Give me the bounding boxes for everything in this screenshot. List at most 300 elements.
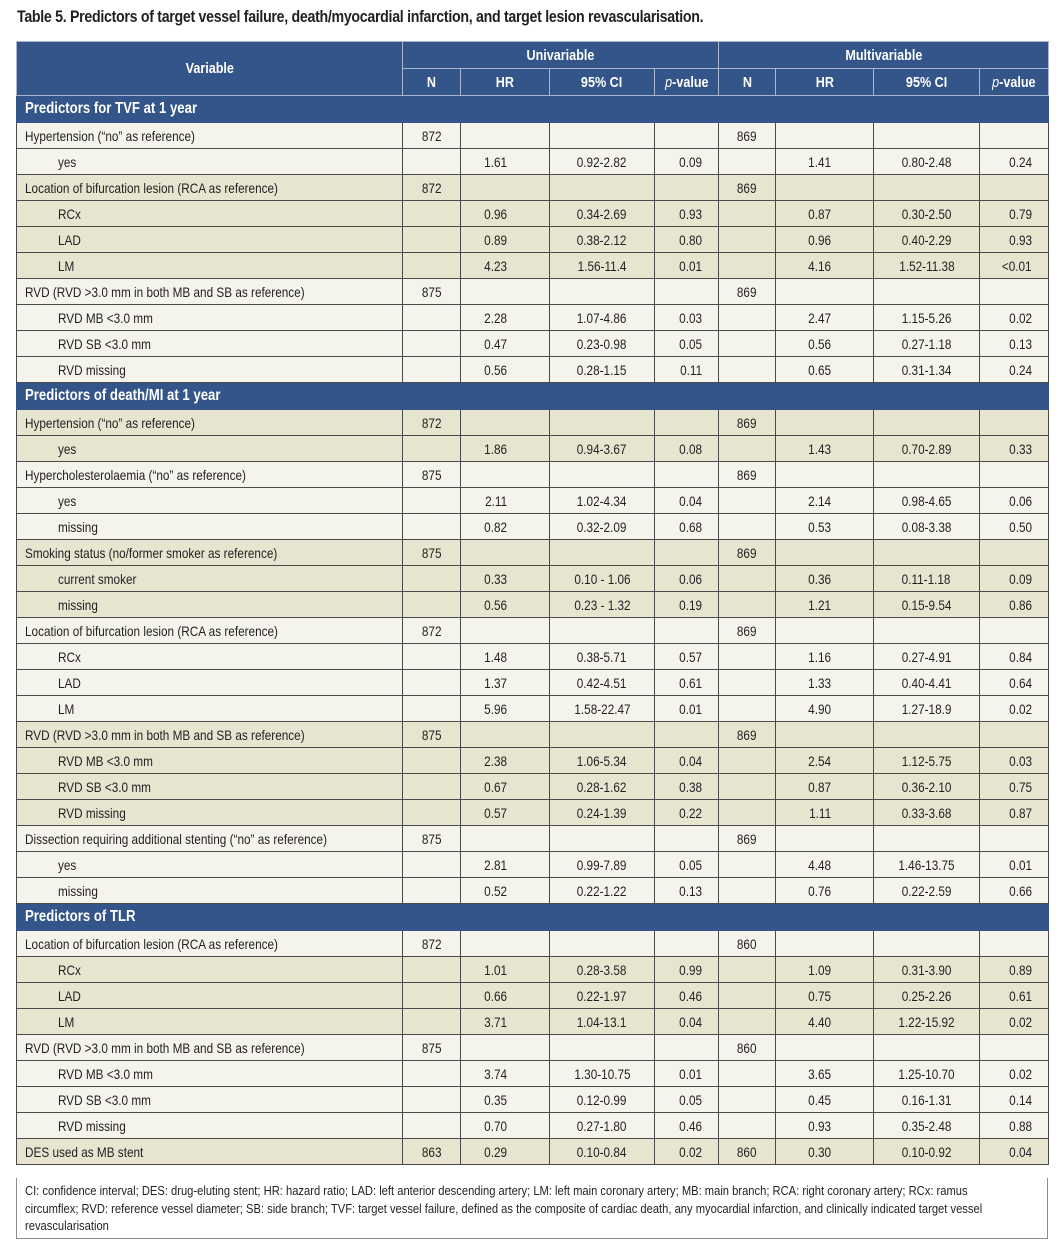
cell-multi-n: 869: [719, 722, 776, 748]
table-row: [17, 462, 1049, 488]
cell-multi-ci: [874, 826, 980, 852]
cell-uni-n: [403, 357, 461, 383]
cell-multi-n: [719, 1061, 776, 1087]
cell-multi-hr: [776, 722, 874, 748]
cell-uni-pvalue: [655, 123, 719, 149]
cell-multi-n: [719, 305, 776, 331]
cell-multi-pvalue: 0.61: [980, 983, 1049, 1009]
cell-uni-ci: [550, 722, 655, 748]
cell-multi-ci: 0.80-2.48: [874, 149, 980, 175]
table-row: [17, 514, 1049, 540]
header-uni-ci: 95% CI: [550, 69, 655, 96]
cell-uni-pvalue: [655, 410, 719, 436]
cell-uni-hr: 1.37: [461, 670, 550, 696]
cell-variable: Location of bifurcation lesion (RCA as reference): [17, 618, 403, 644]
cell-uni-hr: 0.33: [461, 566, 550, 592]
cell-multi-ci: [874, 175, 980, 201]
cell-variable: LM: [17, 1009, 403, 1035]
cell-multi-n: [719, 748, 776, 774]
cell-multi-n: [719, 201, 776, 227]
cell-variable: RCx: [17, 957, 403, 983]
cell-uni-ci: 0.23 - 1.32: [550, 592, 655, 618]
section-title: Predictors of TLR: [17, 904, 1049, 931]
cell-multi-hr: 0.93: [776, 1113, 874, 1139]
table-row: [17, 1139, 1049, 1165]
cell-variable: Location of bifurcation lesion (RCA as reference): [17, 931, 403, 957]
header-variable: Variable: [17, 42, 403, 96]
cell-uni-ci: 0.27-1.80: [550, 1113, 655, 1139]
cell-uni-pvalue: 0.04: [655, 1009, 719, 1035]
table-row: [17, 931, 1049, 957]
cell-uni-hr: 0.82: [461, 514, 550, 540]
cell-multi-ci: 0.30-2.50: [874, 201, 980, 227]
cell-uni-pvalue: 0.05: [655, 331, 719, 357]
cell-multi-pvalue: [980, 279, 1049, 305]
table-row: [17, 852, 1049, 878]
cell-uni-n: [403, 670, 461, 696]
cell-uni-n: [403, 748, 461, 774]
cell-multi-pvalue: 0.03: [980, 748, 1049, 774]
cell-multi-ci: 0.27-4.91: [874, 644, 980, 670]
cell-uni-n: 875: [403, 1035, 461, 1061]
cell-uni-ci: 0.38-5.71: [550, 644, 655, 670]
cell-multi-hr: [776, 462, 874, 488]
cell-multi-ci: 1.22-15.92: [874, 1009, 980, 1035]
table-footnote: CI: confidence interval; DES: drug-eluting stent; HR: hazard ratio; LAD: left anterior descending artery; LM: left main coronary artery; MB: main branch; RCA: right coronary artery; RCx: ramus circumflex; RVD: reference vessel diameter; SB: side branch; TVF: target vessel failure, defined as the composite of cardiac death, any myocardial infarction, and clinically indicated target vessel revascularisation: [16, 1178, 1048, 1239]
table-row: [17, 357, 1049, 383]
cell-multi-pvalue: 0.79: [980, 201, 1049, 227]
table-row: [17, 566, 1049, 592]
cell-uni-n: 872: [403, 175, 461, 201]
cell-uni-pvalue: 0.06: [655, 566, 719, 592]
cell-multi-pvalue: 0.04: [980, 1139, 1049, 1165]
table-row: [17, 957, 1049, 983]
cell-uni-n: [403, 514, 461, 540]
cell-multi-hr: [776, 826, 874, 852]
cell-uni-pvalue: 0.01: [655, 253, 719, 279]
cell-uni-ci: 0.10-0.84: [550, 1139, 655, 1165]
cell-multi-pvalue: 0.24: [980, 149, 1049, 175]
cell-multi-hr: [776, 618, 874, 644]
cell-multi-n: 860: [719, 931, 776, 957]
cell-multi-n: [719, 774, 776, 800]
cell-multi-n: [719, 488, 776, 514]
cell-multi-n: [719, 852, 776, 878]
header-uni-pvalue: p-value: [655, 69, 719, 96]
cell-uni-pvalue: 0.13: [655, 878, 719, 904]
cell-multi-n: [719, 670, 776, 696]
table-row: [17, 644, 1049, 670]
table-row: [17, 149, 1049, 175]
cell-multi-pvalue: 0.84: [980, 644, 1049, 670]
cell-multi-ci: 1.12-5.75: [874, 748, 980, 774]
cell-uni-ci: [550, 540, 655, 566]
cell-uni-hr: [461, 618, 550, 644]
table-row: [17, 227, 1049, 253]
cell-variable: RVD MB <3.0 mm: [17, 305, 403, 331]
cell-uni-ci: [550, 410, 655, 436]
cell-multi-pvalue: [980, 826, 1049, 852]
cell-multi-hr: 4.48: [776, 852, 874, 878]
cell-multi-pvalue: [980, 462, 1049, 488]
cell-multi-pvalue: 0.33: [980, 436, 1049, 462]
cell-uni-n: 875: [403, 279, 461, 305]
cell-multi-ci: 0.08-3.38: [874, 514, 980, 540]
cell-uni-ci: 0.28-1.62: [550, 774, 655, 800]
cell-uni-pvalue: 0.38: [655, 774, 719, 800]
cell-uni-n: [403, 852, 461, 878]
cell-uni-hr: 3.74: [461, 1061, 550, 1087]
cell-multi-ci: 1.25-10.70: [874, 1061, 980, 1087]
cell-multi-pvalue: 0.87: [980, 800, 1049, 826]
cell-uni-hr: 0.70: [461, 1113, 550, 1139]
cell-uni-hr: 3.71: [461, 1009, 550, 1035]
cell-multi-ci: 0.11-1.18: [874, 566, 980, 592]
table-row: [17, 696, 1049, 722]
cell-multi-hr: 0.53: [776, 514, 874, 540]
cell-variable: Location of bifurcation lesion (RCA as reference): [17, 175, 403, 201]
cell-uni-pvalue: 0.04: [655, 488, 719, 514]
cell-uni-hr: [461, 931, 550, 957]
cell-multi-pvalue: 0.09: [980, 566, 1049, 592]
cell-multi-n: [719, 514, 776, 540]
cell-uni-hr: 0.52: [461, 878, 550, 904]
cell-multi-ci: 1.46-13.75: [874, 852, 980, 878]
cell-uni-ci: 0.38-2.12: [550, 227, 655, 253]
cell-uni-pvalue: 0.99: [655, 957, 719, 983]
cell-variable: LM: [17, 696, 403, 722]
cell-multi-hr: 0.75: [776, 983, 874, 1009]
cell-multi-hr: 0.87: [776, 774, 874, 800]
cell-variable: RCx: [17, 644, 403, 670]
cell-uni-n: 872: [403, 410, 461, 436]
cell-multi-ci: 0.25-2.26: [874, 983, 980, 1009]
cell-multi-n: [719, 1113, 776, 1139]
cell-variable: Smoking status (no/former smoker as reference): [17, 540, 403, 566]
cell-multi-pvalue: 0.75: [980, 774, 1049, 800]
cell-multi-n: 860: [719, 1139, 776, 1165]
cell-uni-pvalue: 0.08: [655, 436, 719, 462]
cell-multi-hr: 0.30: [776, 1139, 874, 1165]
cell-multi-hr: 2.14: [776, 488, 874, 514]
cell-uni-n: [403, 488, 461, 514]
cell-variable: RCx: [17, 201, 403, 227]
cell-uni-pvalue: [655, 931, 719, 957]
header-uni-n: N: [403, 69, 461, 96]
cell-variable: DES used as MB stent: [17, 1139, 403, 1165]
header-multi-ci: 95% CI: [874, 69, 980, 96]
cell-uni-ci: [550, 1035, 655, 1061]
cell-multi-hr: 0.56: [776, 331, 874, 357]
cell-uni-n: [403, 878, 461, 904]
cell-uni-hr: 0.89: [461, 227, 550, 253]
table-row: [17, 436, 1049, 462]
table-row: [17, 253, 1049, 279]
cell-uni-hr: 0.56: [461, 592, 550, 618]
cell-multi-ci: 0.33-3.68: [874, 800, 980, 826]
cell-uni-pvalue: 0.46: [655, 1113, 719, 1139]
cell-uni-n: [403, 957, 461, 983]
cell-multi-ci: [874, 1035, 980, 1061]
cell-multi-n: [719, 331, 776, 357]
cell-uni-ci: [550, 175, 655, 201]
table-row: [17, 1009, 1049, 1035]
table-row: [17, 826, 1049, 852]
cell-multi-hr: 0.96: [776, 227, 874, 253]
table-row: [17, 1035, 1049, 1061]
cell-multi-n: 869: [719, 540, 776, 566]
cell-multi-ci: 0.36-2.10: [874, 774, 980, 800]
cell-variable: RVD MB <3.0 mm: [17, 748, 403, 774]
table-row: [17, 331, 1049, 357]
table-row: [17, 175, 1049, 201]
cell-multi-ci: 1.52-11.38: [874, 253, 980, 279]
cell-uni-hr: 0.57: [461, 800, 550, 826]
cell-multi-pvalue: 0.88: [980, 1113, 1049, 1139]
cell-uni-ci: 1.56-11.4: [550, 253, 655, 279]
cell-multi-ci: 0.22-2.59: [874, 878, 980, 904]
cell-multi-n: 869: [719, 123, 776, 149]
cell-multi-pvalue: 0.89: [980, 957, 1049, 983]
cell-variable: RVD missing: [17, 800, 403, 826]
table-row: [17, 279, 1049, 305]
cell-multi-ci: 0.27-1.18: [874, 331, 980, 357]
cell-multi-n: [719, 253, 776, 279]
cell-variable: LM: [17, 253, 403, 279]
table-body: [17, 96, 1049, 1165]
cell-multi-ci: 1.27-18.9: [874, 696, 980, 722]
cell-multi-n: 869: [719, 618, 776, 644]
cell-multi-hr: [776, 540, 874, 566]
cell-variable: Hypertension (“no” as reference): [17, 123, 403, 149]
cell-uni-hr: [461, 123, 550, 149]
cell-variable: missing: [17, 514, 403, 540]
cell-uni-n: [403, 800, 461, 826]
cell-multi-n: [719, 592, 776, 618]
cell-multi-pvalue: 0.06: [980, 488, 1049, 514]
cell-uni-hr: 2.11: [461, 488, 550, 514]
cell-multi-ci: 0.40-2.29: [874, 227, 980, 253]
cell-multi-n: [719, 644, 776, 670]
cell-multi-hr: 0.45: [776, 1087, 874, 1113]
cell-uni-hr: 1.48: [461, 644, 550, 670]
cell-multi-pvalue: 0.02: [980, 1061, 1049, 1087]
cell-uni-n: [403, 253, 461, 279]
cell-uni-pvalue: 0.19: [655, 592, 719, 618]
cell-variable: RVD missing: [17, 1113, 403, 1139]
cell-multi-ci: 1.15-5.26: [874, 305, 980, 331]
cell-uni-ci: 1.07-4.86: [550, 305, 655, 331]
cell-uni-hr: 2.81: [461, 852, 550, 878]
table-row: [17, 410, 1049, 436]
cell-multi-hr: 1.09: [776, 957, 874, 983]
cell-uni-pvalue: [655, 618, 719, 644]
header-uni-hr: HR: [461, 69, 550, 96]
cell-multi-hr: [776, 279, 874, 305]
cell-multi-pvalue: 0.50: [980, 514, 1049, 540]
cell-uni-n: [403, 592, 461, 618]
cell-multi-ci: [874, 618, 980, 644]
section-header-row: [17, 96, 1049, 123]
cell-multi-ci: 0.70-2.89: [874, 436, 980, 462]
cell-variable: RVD MB <3.0 mm: [17, 1061, 403, 1087]
cell-uni-pvalue: [655, 826, 719, 852]
cell-uni-pvalue: 0.01: [655, 1061, 719, 1087]
cell-variable: RVD SB <3.0 mm: [17, 331, 403, 357]
cell-multi-ci: 0.15-9.54: [874, 592, 980, 618]
cell-multi-hr: 3.65: [776, 1061, 874, 1087]
cell-uni-hr: [461, 462, 550, 488]
cell-uni-pvalue: 0.46: [655, 983, 719, 1009]
cell-multi-n: 869: [719, 279, 776, 305]
cell-multi-n: [719, 696, 776, 722]
cell-variable: RVD (RVD >3.0 mm in both MB and SB as reference): [17, 1035, 403, 1061]
cell-multi-pvalue: 0.01: [980, 852, 1049, 878]
cell-uni-n: 872: [403, 931, 461, 957]
cell-uni-ci: 0.24-1.39: [550, 800, 655, 826]
cell-uni-hr: [461, 279, 550, 305]
cell-uni-hr: [461, 540, 550, 566]
cell-uni-n: [403, 227, 461, 253]
table-row: [17, 800, 1049, 826]
cell-uni-pvalue: [655, 462, 719, 488]
cell-variable: current smoker: [17, 566, 403, 592]
cell-multi-pvalue: [980, 722, 1049, 748]
table-row: [17, 670, 1049, 696]
cell-uni-ci: [550, 123, 655, 149]
cell-multi-pvalue: 0.13: [980, 331, 1049, 357]
cell-uni-ci: 0.23-0.98: [550, 331, 655, 357]
header-univariable: Univariable: [403, 42, 719, 69]
cell-variable: missing: [17, 878, 403, 904]
predictors-table: [16, 41, 1049, 1165]
cell-multi-hr: 0.76: [776, 878, 874, 904]
cell-uni-pvalue: 0.05: [655, 1087, 719, 1113]
cell-multi-pvalue: 0.14: [980, 1087, 1049, 1113]
cell-variable: Dissection requiring additional stenting (“no” as reference): [17, 826, 403, 852]
table-row: [17, 722, 1049, 748]
cell-uni-n: [403, 1061, 461, 1087]
cell-uni-n: [403, 201, 461, 227]
cell-multi-ci: [874, 462, 980, 488]
cell-multi-pvalue: [980, 410, 1049, 436]
cell-variable: RVD missing: [17, 357, 403, 383]
cell-uni-hr: 2.28: [461, 305, 550, 331]
cell-multi-n: [719, 957, 776, 983]
cell-multi-pvalue: [980, 931, 1049, 957]
cell-multi-hr: 0.87: [776, 201, 874, 227]
cell-uni-hr: 1.86: [461, 436, 550, 462]
cell-multi-hr: 4.90: [776, 696, 874, 722]
cell-uni-n: 875: [403, 540, 461, 566]
table-row: [17, 1113, 1049, 1139]
cell-uni-pvalue: 0.80: [655, 227, 719, 253]
cell-uni-ci: 1.02-4.34: [550, 488, 655, 514]
table-row: [17, 201, 1049, 227]
cell-variable: Hypercholesterolaemia (“no” as reference): [17, 462, 403, 488]
cell-uni-hr: 4.23: [461, 253, 550, 279]
cell-uni-pvalue: [655, 279, 719, 305]
cell-multi-n: [719, 983, 776, 1009]
cell-uni-pvalue: [655, 722, 719, 748]
cell-multi-ci: [874, 410, 980, 436]
table-row: [17, 618, 1049, 644]
cell-uni-hr: 5.96: [461, 696, 550, 722]
cell-multi-ci: [874, 123, 980, 149]
cell-multi-n: [719, 1087, 776, 1113]
cell-variable: LAD: [17, 983, 403, 1009]
cell-multi-ci: 0.10-0.92: [874, 1139, 980, 1165]
cell-multi-pvalue: 0.86: [980, 592, 1049, 618]
cell-multi-ci: 0.31-3.90: [874, 957, 980, 983]
cell-uni-ci: 0.94-3.67: [550, 436, 655, 462]
cell-uni-hr: 0.66: [461, 983, 550, 1009]
cell-multi-pvalue: 0.02: [980, 1009, 1049, 1035]
cell-multi-n: [719, 357, 776, 383]
cell-variable: Hypertension (“no” as reference): [17, 410, 403, 436]
cell-uni-pvalue: 0.01: [655, 696, 719, 722]
cell-uni-ci: [550, 826, 655, 852]
cell-uni-hr: 0.35: [461, 1087, 550, 1113]
cell-multi-hr: 0.65: [776, 357, 874, 383]
cell-uni-n: [403, 1087, 461, 1113]
header-multi-n: N: [719, 69, 776, 96]
cell-variable: LAD: [17, 670, 403, 696]
cell-uni-pvalue: 0.68: [655, 514, 719, 540]
cell-multi-n: [719, 800, 776, 826]
cell-multi-ci: [874, 279, 980, 305]
cell-uni-hr: 1.61: [461, 149, 550, 175]
cell-uni-n: [403, 331, 461, 357]
cell-uni-pvalue: 0.02: [655, 1139, 719, 1165]
cell-uni-pvalue: [655, 1035, 719, 1061]
cell-multi-n: [719, 566, 776, 592]
cell-uni-hr: 2.38: [461, 748, 550, 774]
cell-variable: RVD SB <3.0 mm: [17, 1087, 403, 1113]
cell-uni-hr: 0.29: [461, 1139, 550, 1165]
table-row: [17, 540, 1049, 566]
cell-multi-pvalue: 0.02: [980, 305, 1049, 331]
cell-uni-ci: [550, 931, 655, 957]
cell-uni-ci: 1.06-5.34: [550, 748, 655, 774]
cell-multi-pvalue: [980, 123, 1049, 149]
cell-multi-pvalue: [980, 540, 1049, 566]
cell-uni-hr: 0.47: [461, 331, 550, 357]
cell-uni-pvalue: [655, 175, 719, 201]
cell-uni-ci: 0.22-1.97: [550, 983, 655, 1009]
header-multivariable: Multivariable: [719, 42, 1049, 69]
cell-multi-n: [719, 227, 776, 253]
table-row: [17, 123, 1049, 149]
cell-multi-hr: 1.43: [776, 436, 874, 462]
cell-uni-n: [403, 696, 461, 722]
cell-uni-ci: 1.58-22.47: [550, 696, 655, 722]
cell-uni-n: 872: [403, 618, 461, 644]
cell-multi-hr: 1.16: [776, 644, 874, 670]
table-row: [17, 983, 1049, 1009]
cell-multi-hr: [776, 175, 874, 201]
cell-uni-n: 875: [403, 462, 461, 488]
cell-multi-hr: 2.54: [776, 748, 874, 774]
cell-multi-pvalue: 0.66: [980, 878, 1049, 904]
cell-uni-pvalue: 0.05: [655, 852, 719, 878]
cell-variable: yes: [17, 149, 403, 175]
cell-multi-ci: [874, 540, 980, 566]
cell-multi-ci: [874, 931, 980, 957]
cell-uni-n: [403, 1113, 461, 1139]
section-title: Predictors of death/MI at 1 year: [17, 383, 1049, 410]
cell-uni-ci: 0.99-7.89: [550, 852, 655, 878]
